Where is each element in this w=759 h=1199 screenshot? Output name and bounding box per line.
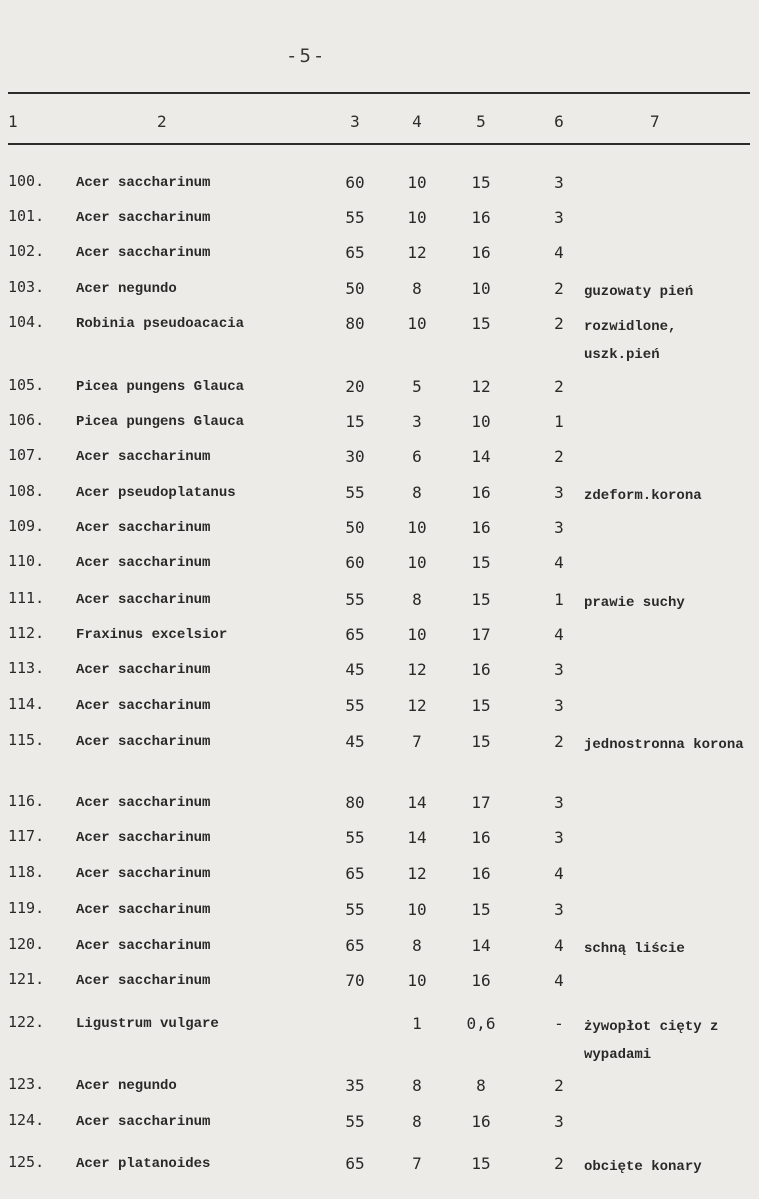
page-number: -5-	[286, 45, 327, 67]
tree-number: 123.	[8, 1075, 45, 1093]
value-col-3: 55	[345, 208, 365, 227]
table-row	[0, 1153, 759, 1183]
value-col-6: 2	[554, 1076, 564, 1095]
remarks: schną liście	[584, 941, 685, 957]
table-row	[0, 517, 759, 547]
value-col-5: 17	[471, 625, 491, 644]
value-col-5: 15	[471, 696, 491, 715]
tree-number: 104.	[8, 313, 45, 331]
value-col-6: 3	[554, 828, 564, 847]
value-col-5: 15	[471, 553, 491, 572]
value-col-6: 2	[554, 732, 564, 751]
value-col-4: 10	[407, 518, 427, 537]
table-row	[0, 278, 759, 308]
species-name: Acer negundo	[76, 281, 177, 297]
species-name: Acer saccharinum	[76, 520, 211, 536]
value-col-5: 16	[471, 1112, 491, 1131]
table-row	[0, 624, 759, 654]
table-row	[0, 172, 759, 202]
value-col-4: 3	[412, 412, 422, 431]
value-col-6: 1	[554, 590, 564, 609]
value-col-3: 55	[345, 590, 365, 609]
species-name: Acer saccharinum	[76, 175, 211, 191]
tree-number: 113.	[8, 659, 45, 677]
value-col-3: 65	[345, 1154, 365, 1173]
value-col-6: 4	[554, 864, 564, 883]
tree-number: 118.	[8, 863, 45, 881]
value-col-3: 15	[345, 412, 365, 431]
table-row	[0, 970, 759, 1000]
species-name: Fraxinus excelsior	[76, 627, 228, 643]
value-col-6: 4	[554, 971, 564, 990]
value-col-3: 65	[345, 936, 365, 955]
species-name: Robinia pseudoacacia	[76, 316, 245, 332]
table-row	[0, 482, 759, 512]
remarks: obcięte konary	[584, 1159, 702, 1175]
value-col-3: 20	[345, 377, 365, 396]
value-col-3: 65	[345, 243, 365, 262]
header-col-5: 5	[476, 112, 486, 131]
value-col-6: 3	[554, 660, 564, 679]
value-col-4: 10	[407, 553, 427, 572]
value-col-3: 80	[345, 314, 365, 333]
value-col-4: 14	[407, 793, 427, 812]
value-col-4: 12	[407, 696, 427, 715]
header-rule	[8, 143, 750, 145]
value-col-5: 8	[476, 1076, 486, 1095]
value-col-5: 17	[471, 793, 491, 812]
value-col-4: 8	[412, 483, 422, 502]
tree-number: 125.	[8, 1153, 45, 1171]
value-col-6: 3	[554, 173, 564, 192]
value-col-6: 2	[554, 447, 564, 466]
top-rule	[8, 92, 750, 94]
value-col-3: 70	[345, 971, 365, 990]
tree-number: 122.	[8, 1013, 45, 1031]
value-col-6: 3	[554, 696, 564, 715]
tree-number: 106.	[8, 411, 45, 429]
value-col-4: 10	[407, 900, 427, 919]
value-col-6: 2	[554, 1154, 564, 1173]
value-col-5: 15	[471, 590, 491, 609]
value-col-3: 50	[345, 518, 365, 537]
value-col-4: 10	[407, 208, 427, 227]
value-col-5: 16	[471, 208, 491, 227]
tree-number: 119.	[8, 899, 45, 917]
species-name: Acer saccharinum	[76, 902, 211, 918]
table-row	[0, 1075, 759, 1105]
value-col-4: 12	[407, 243, 427, 262]
value-col-4: 8	[412, 279, 422, 298]
value-col-6: 3	[554, 1112, 564, 1131]
value-col-5: 16	[471, 243, 491, 262]
tree-number: 111.	[8, 589, 45, 607]
header-col-3: 3	[350, 112, 360, 131]
table-row	[0, 899, 759, 929]
table-row	[0, 1013, 759, 1063]
tree-number: 107.	[8, 446, 45, 464]
species-name: Acer negundo	[76, 1078, 177, 1094]
table-row	[0, 207, 759, 237]
header-col-6: 6	[554, 112, 564, 131]
species-name: Picea pungens Glauca	[76, 379, 245, 395]
value-col-5: 10	[471, 279, 491, 298]
value-col-4: 12	[407, 660, 427, 679]
value-col-3: 55	[345, 696, 365, 715]
species-name: Acer saccharinum	[76, 973, 211, 989]
species-name: Acer saccharinum	[76, 698, 211, 714]
tree-number: 112.	[8, 624, 45, 642]
remarks: prawie suchy	[584, 595, 685, 611]
species-name: Acer saccharinum	[76, 830, 211, 846]
value-col-4: 8	[412, 936, 422, 955]
value-col-5: 16	[471, 971, 491, 990]
value-col-6: 1	[554, 412, 564, 431]
value-col-5: 0,6	[466, 1014, 496, 1033]
value-col-3: 60	[345, 553, 365, 572]
species-name: Acer saccharinum	[76, 555, 211, 571]
value-col-6: 4	[554, 936, 564, 955]
species-name: Acer pseudoplatanus	[76, 485, 236, 501]
value-col-4: 10	[407, 971, 427, 990]
species-name: Acer saccharinum	[76, 662, 211, 678]
species-name: Picea pungens Glauca	[76, 414, 245, 430]
tree-number: 116.	[8, 792, 45, 810]
tree-number: 103.	[8, 278, 45, 296]
value-col-3: 55	[345, 1112, 365, 1131]
tree-number: 108.	[8, 482, 45, 500]
tree-number: 105.	[8, 376, 45, 394]
value-col-3: 65	[345, 864, 365, 883]
tree-number: 109.	[8, 517, 45, 535]
value-col-3: 45	[345, 660, 365, 679]
header-col-2: 2	[157, 112, 167, 131]
value-col-3: 45	[345, 732, 365, 751]
value-col-3: 30	[345, 447, 365, 466]
remarks: jednostronna korona	[584, 737, 744, 753]
value-col-5: 15	[471, 314, 491, 333]
species-name: Acer saccharinum	[76, 866, 211, 882]
table-row	[0, 731, 759, 761]
value-col-4: 1	[412, 1014, 422, 1033]
value-col-6: 2	[554, 279, 564, 298]
value-col-4: 7	[412, 732, 422, 751]
value-col-4: 5	[412, 377, 422, 396]
value-col-3: 35	[345, 1076, 365, 1095]
value-col-6: 3	[554, 208, 564, 227]
table-row	[0, 659, 759, 689]
value-col-4: 14	[407, 828, 427, 847]
species-name: Acer saccharinum	[76, 592, 211, 608]
value-col-5: 15	[471, 732, 491, 751]
value-col-5: 15	[471, 173, 491, 192]
tree-number: 117.	[8, 827, 45, 845]
tree-number: 115.	[8, 731, 45, 749]
species-name: Acer saccharinum	[76, 734, 211, 750]
value-col-6: 3	[554, 518, 564, 537]
value-col-5: 15	[471, 900, 491, 919]
tree-number: 114.	[8, 695, 45, 713]
table-row	[0, 1111, 759, 1141]
value-col-4: 8	[412, 590, 422, 609]
header-col-7: 7	[650, 112, 660, 131]
value-col-4: 8	[412, 1112, 422, 1131]
value-col-5: 14	[471, 936, 491, 955]
species-name: Acer saccharinum	[76, 449, 211, 465]
value-col-4: 7	[412, 1154, 422, 1173]
value-col-5: 16	[471, 660, 491, 679]
remarks: rozwidlone, uszk.pień	[584, 319, 677, 363]
tree-number: 120.	[8, 935, 45, 953]
value-col-4: 10	[407, 314, 427, 333]
value-col-6: 4	[554, 553, 564, 572]
table-row	[0, 863, 759, 893]
value-col-6: -	[554, 1014, 564, 1033]
table-row	[0, 695, 759, 725]
value-col-4: 6	[412, 447, 422, 466]
species-name: Acer saccharinum	[76, 245, 211, 261]
table-row	[0, 552, 759, 582]
tree-number: 124.	[8, 1111, 45, 1129]
table-row	[0, 446, 759, 476]
value-col-5: 16	[471, 518, 491, 537]
value-col-3: 55	[345, 900, 365, 919]
value-col-5: 16	[471, 864, 491, 883]
value-col-4: 10	[407, 625, 427, 644]
value-col-5: 12	[471, 377, 491, 396]
tree-number: 121.	[8, 970, 45, 988]
species-name: Acer saccharinum	[76, 938, 211, 954]
remarks: guzowaty pień	[584, 284, 694, 300]
value-col-3: 60	[345, 173, 365, 192]
table-row	[0, 792, 759, 822]
table-row	[0, 935, 759, 965]
remarks: zdeform.korona	[584, 488, 702, 504]
table-row	[0, 242, 759, 272]
table-row	[0, 589, 759, 619]
tree-number: 100.	[8, 172, 45, 190]
value-col-6: 4	[554, 625, 564, 644]
remarks: żywopłot cięty z wypadami	[584, 1019, 719, 1063]
species-name: Ligustrum vulgare	[76, 1016, 219, 1032]
value-col-3: 65	[345, 625, 365, 644]
value-col-6: 3	[554, 793, 564, 812]
species-name: Acer platanoides	[76, 1156, 211, 1172]
value-col-3: 50	[345, 279, 365, 298]
value-col-3: 55	[345, 483, 365, 502]
value-col-6: 3	[554, 900, 564, 919]
value-col-5: 14	[471, 447, 491, 466]
value-col-5: 15	[471, 1154, 491, 1173]
value-col-5: 10	[471, 412, 491, 431]
value-col-6: 3	[554, 483, 564, 502]
header-col-4: 4	[412, 112, 422, 131]
table-row	[0, 411, 759, 441]
table-row	[0, 376, 759, 406]
species-name: Acer saccharinum	[76, 210, 211, 226]
value-col-4: 12	[407, 864, 427, 883]
value-col-5: 16	[471, 483, 491, 502]
value-col-6: 4	[554, 243, 564, 262]
table-row	[0, 827, 759, 857]
species-name: Acer saccharinum	[76, 795, 211, 811]
value-col-3: 55	[345, 828, 365, 847]
species-name: Acer saccharinum	[76, 1114, 211, 1130]
value-col-4: 8	[412, 1076, 422, 1095]
header-col-1: 1	[8, 112, 18, 131]
table-row	[0, 313, 759, 363]
tree-number: 101.	[8, 207, 45, 225]
tree-number: 102.	[8, 242, 45, 260]
tree-number: 110.	[8, 552, 45, 570]
value-col-6: 2	[554, 314, 564, 333]
value-col-4: 10	[407, 173, 427, 192]
value-col-6: 2	[554, 377, 564, 396]
value-col-3: 80	[345, 793, 365, 812]
table-header	[0, 112, 759, 142]
value-col-5: 16	[471, 828, 491, 847]
